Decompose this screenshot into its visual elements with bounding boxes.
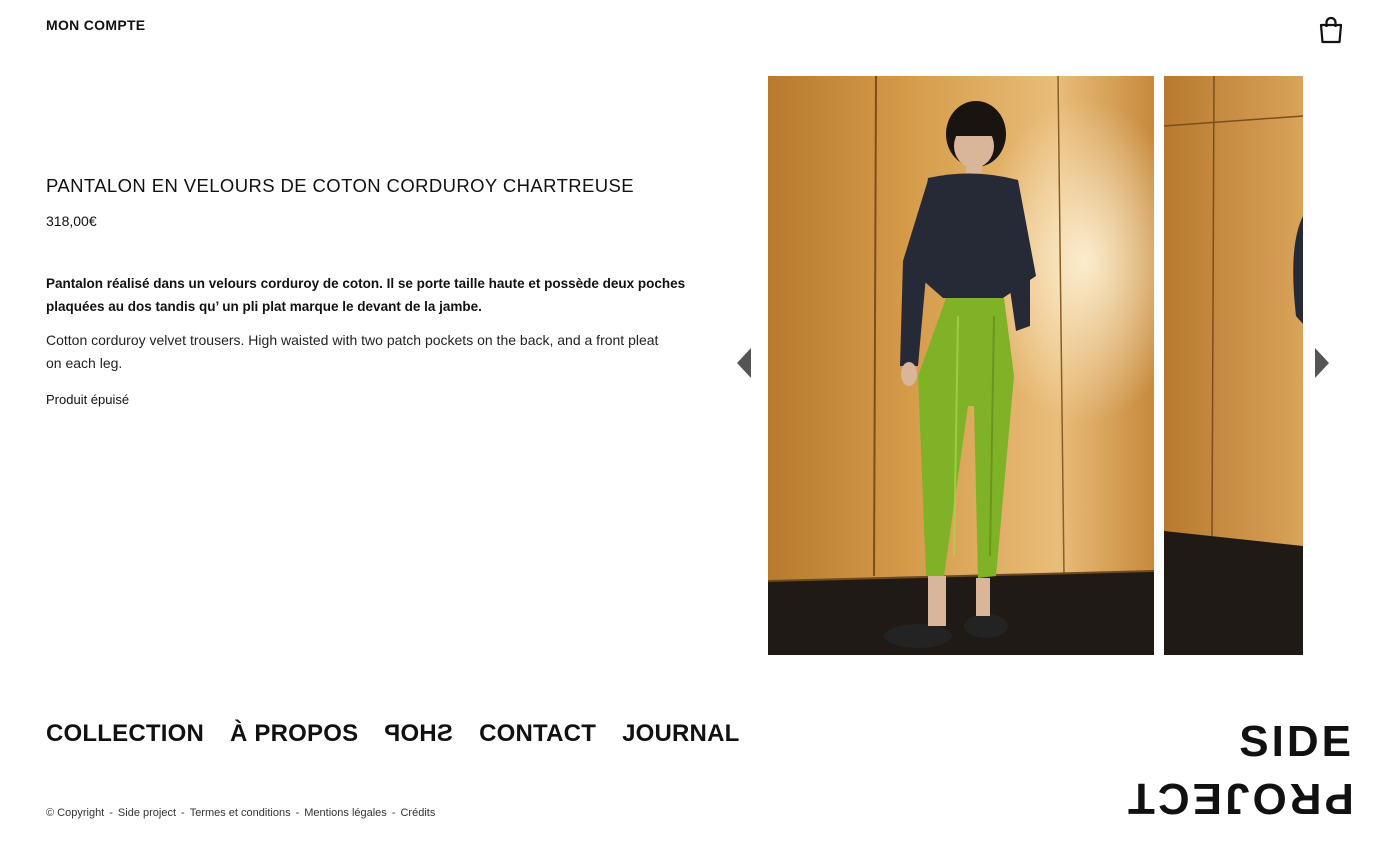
product-title: PANTALON EN VELOURS DE COTON CORDUROY CHARTREUSE bbox=[46, 175, 635, 196]
copyright-text: © Copyright bbox=[46, 807, 105, 819]
cart-button[interactable] bbox=[1318, 16, 1344, 44]
footer-nav-contact[interactable]: CONTACT bbox=[479, 720, 597, 747]
triangle-left-icon bbox=[735, 347, 753, 379]
product-photo-1 bbox=[768, 76, 1154, 655]
legal-separator: - bbox=[181, 807, 185, 819]
gallery-next-button[interactable] bbox=[1313, 347, 1331, 379]
legal-link-side-project[interactable]: Side project bbox=[117, 807, 177, 819]
legal-separator: - bbox=[391, 807, 396, 819]
legal-link-mentions[interactable]: Mentions légales bbox=[304, 807, 387, 819]
brand-logo-line-1: SIDE bbox=[1239, 717, 1354, 766]
legal-separator: - bbox=[295, 807, 300, 819]
triangle-right-icon bbox=[1313, 347, 1331, 379]
product-description-en: Cotton corduroy velvet trousers. High waisted with two patch pockets on the back, and a front pleat on each leg. bbox=[46, 332, 659, 371]
legal-separator: - bbox=[109, 807, 113, 819]
footer-nav bbox=[46, 720, 739, 748]
product-photo-2 bbox=[1164, 76, 1303, 655]
footer-nav-shop[interactable]: SHOP bbox=[384, 720, 454, 747]
legal-links bbox=[46, 807, 435, 819]
brand-logo[interactable] bbox=[1110, 716, 1358, 826]
legal-link-credits[interactable]: Crédits bbox=[400, 807, 436, 819]
footer-nav-collection[interactable]: COLLECTION bbox=[46, 720, 204, 747]
product-gallery[interactable] bbox=[768, 76, 1303, 655]
legal-link-terms[interactable]: Termes et conditions bbox=[189, 807, 291, 819]
account-link[interactable]: MON COMPTE bbox=[46, 17, 146, 33]
brand-logo-line-2: PROJECT bbox=[1125, 774, 1354, 823]
footer-nav-journal[interactable]: JOURNAL bbox=[622, 720, 740, 747]
product-description-fr: Pantalon réalisé dans un velours corduroy de coton. Il se porte taille haute et possède deux poches plaquées au dos tandis qu’ un pli plat marque le devant de la jambe. bbox=[46, 276, 686, 314]
product-photo-carousel bbox=[768, 76, 1303, 655]
footer-nav-a-propos[interactable]: À PROPOS bbox=[230, 720, 359, 747]
shopping-bag-icon bbox=[1318, 16, 1344, 44]
stock-status: Produit épuisé bbox=[46, 392, 130, 407]
product-price: 318,00€ bbox=[46, 213, 97, 229]
gallery-prev-button[interactable] bbox=[735, 347, 753, 379]
